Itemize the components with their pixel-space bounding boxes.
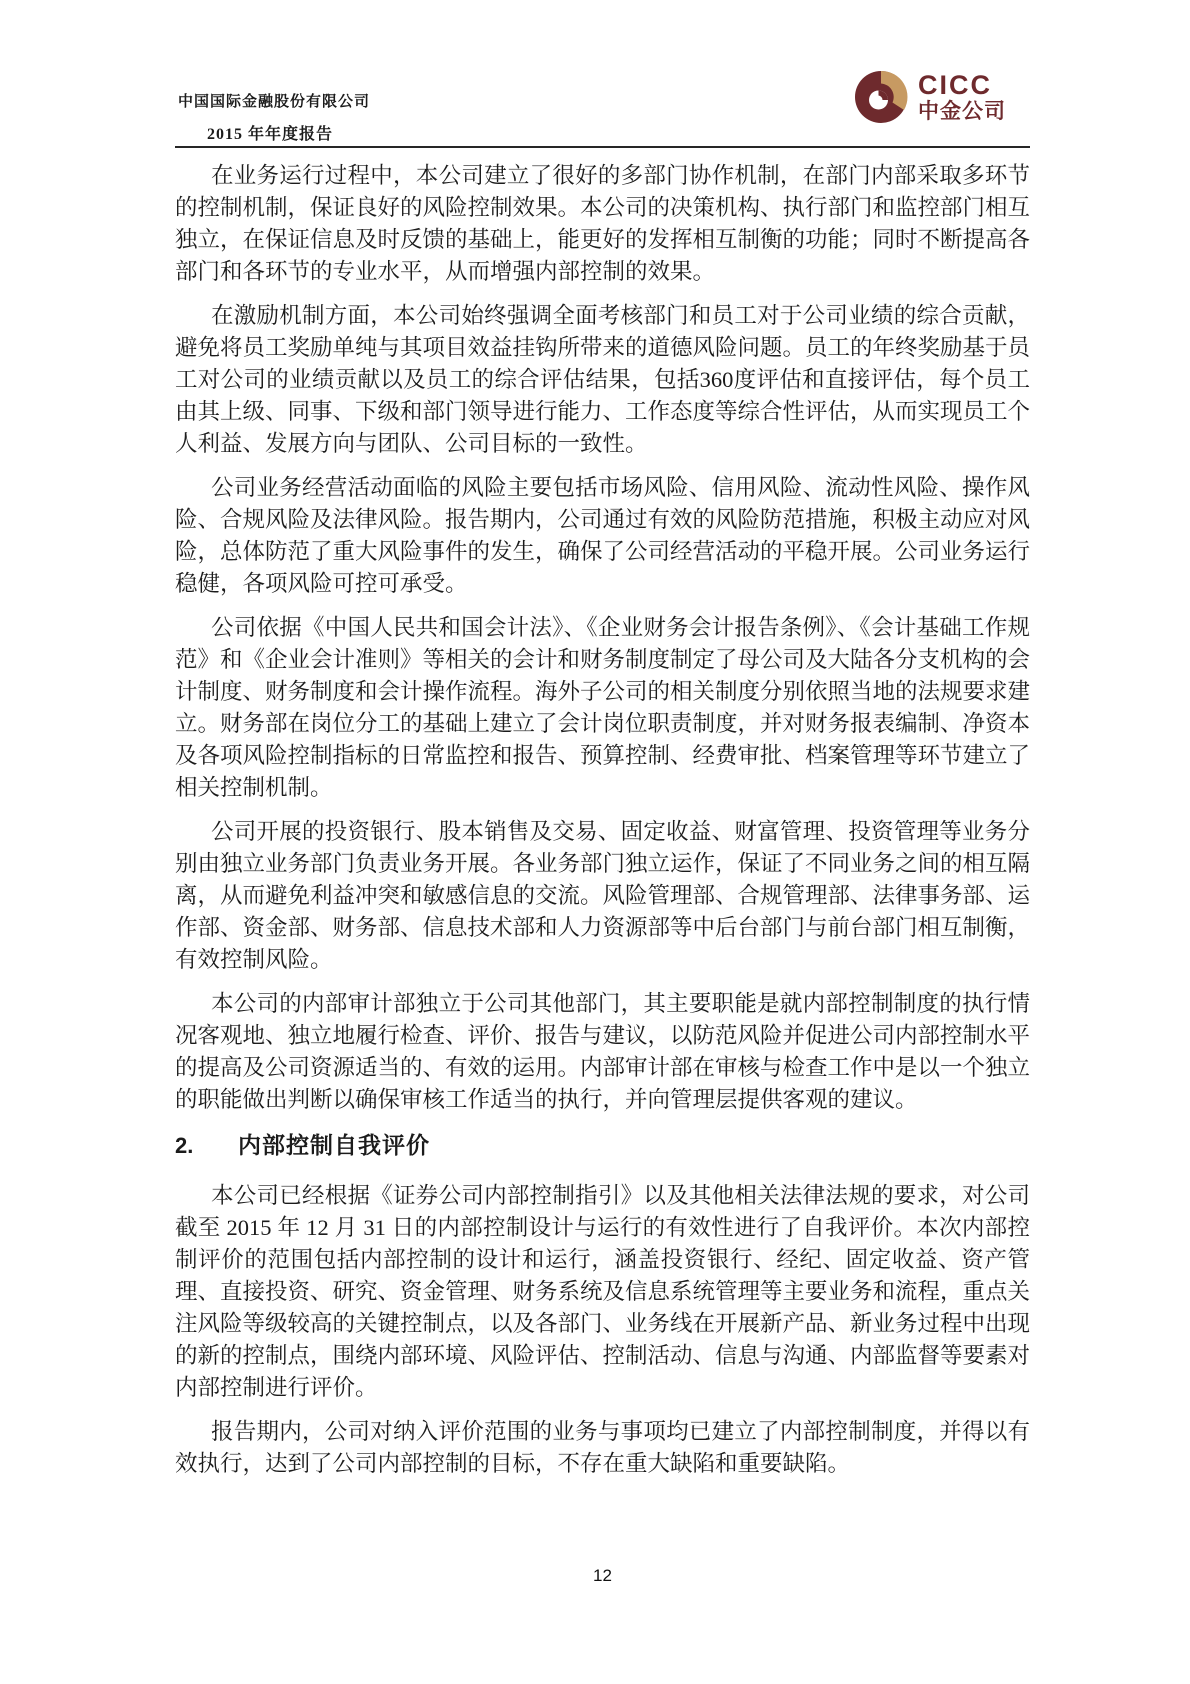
- header-divider: [175, 146, 1030, 148]
- report-title: 2015 年年度报告: [207, 126, 334, 143]
- paragraph: 报告期内，公司对纳入评价范围的业务与事项均已建立了内部控制制度，并得以有效执行，达到了公司内部控制的目标，不存在重大缺陷和重要缺陷。: [175, 1419, 1030, 1476]
- paragraph: 在激励机制方面，本公司始终强调全面考核部门和员工对于公司业绩的综合贡献，避免将员工奖励单纯与其项目效益挂钩所带来的道德风险问题。员工的年终奖励基于员工对公司的业绩贡献以及员工的综合评估结果，包括360度评估和直接评估，每个员工由其上级、同事、下级和部门领导进行能力、工作态度等综合性评估，从而实现员工个人利益、发展方向与团队、公司目标的一致性。: [175, 303, 1031, 456]
- paragraph: 本公司的内部审计部独立于公司其他部门，其主要职能是就内部控制制度的执行情况客观地、独立地履行检查、评价、报告与建议，以防范风险并促进公司内部控制水平的提高及公司资源适当的、有效的运用。内部审计部在审核与检查工作中是以一个独立的职能做出判断以确保审核工作适当的执行，并向管理层提供客观的建议。: [175, 991, 1031, 1112]
- company-name: 中国国际金融股份有限公司: [178, 94, 371, 110]
- document-body: [175, 160, 1030, 1492]
- logo-wordmark: [918, 72, 1006, 122]
- cicc-swirl-icon: [853, 69, 909, 125]
- paragraph: 在业务运行过程中，本公司建立了很好的多部门协作机制，在部门内部采取多环节的控制机制，保证良好的风险控制效果。本公司的决策机构、执行部门和监控部门相互独立，在保证信息及时反馈的基础上，能更好的发挥相互制衡的功能；同时不断提高各部门和各环节的专业水平，从而增强内部控制的效果。: [175, 163, 1031, 284]
- paragraph: 公司开展的投资银行、股本销售及交易、固定收益、财富管理、投资管理等业务分别由独立业务部门负责业务开展。各业务部门独立运作，保证了不同业务之间的相互隔离，从而避免利益冲突和敏感信息的交流。风险管理部、合规管理部、法律事务部、运作部、资金部、财务部、信息技术部和人力资源部等中后台部门与前台部门相互制衡，有效控制风险。: [175, 819, 1031, 972]
- logo-text-zh: 中金公司: [918, 99, 1006, 123]
- page-header: [0, 0, 1190, 150]
- page-number: 12: [593, 1566, 612, 1585]
- paragraph: 公司业务经营活动面临的风险主要包括市场风险、信用风险、流动性风险、操作风险、合规风险及法律风险。报告期内，公司通过有效的风险防范措施，积极主动应对风险，总体防范了重大风险事件的发生，确保了公司经营活动的平稳开展。公司业务运行稳健，各项风险可控可承受。: [175, 475, 1031, 596]
- section-heading: [175, 1130, 1030, 1162]
- paragraph: 公司依据《中国人民共和国会计法》、《企业财务会计报告条例》、《会计基础工作规范》和《企业会计准则》等相关的会计和财务制度制定了母公司及大陆各分支机构的会计制度、财务制度和会计操作流程。海外子公司的相关制度分别依照当地的法规要求建立。财务部在岗位分工的基础上建立了会计岗位职责制度，并对财务报表编制、净资本及各项风险控制指标的日常监控和报告、预算控制、经费审批、档案管理等环节建立了相关控制机制。: [175, 615, 1031, 800]
- page-footer: [175, 1566, 1030, 1586]
- logo-text-en: CICC: [918, 70, 992, 100]
- section-title: 内部控制自我评价: [238, 1133, 430, 1158]
- section-number: 2.: [175, 1133, 194, 1158]
- cicc-logo: [853, 66, 1013, 128]
- paragraph: 本公司已经根据《证券公司内部控制指引》以及其他相关法律法规的要求，对公司截至 2015 年 12 月 31 日的内部控制设计与运行的有效性进行了自我评价。本次内部控制评价的范围包括内部控制的设计和运行，涵盖投资银行、经纪、固定收益、资产管理、直接投资、研究、资金管理、财务系统及信息系统管理等主要业务和流程，重点关注风险等级较高的关键控制点，以及各部门、业务线在开展新产品、新业务过程中出现的新的控制点，围绕内部环境、风险评估、控制活动、信息与沟通、内部监督等要素对内部控制进行评价。: [175, 1183, 1031, 1400]
